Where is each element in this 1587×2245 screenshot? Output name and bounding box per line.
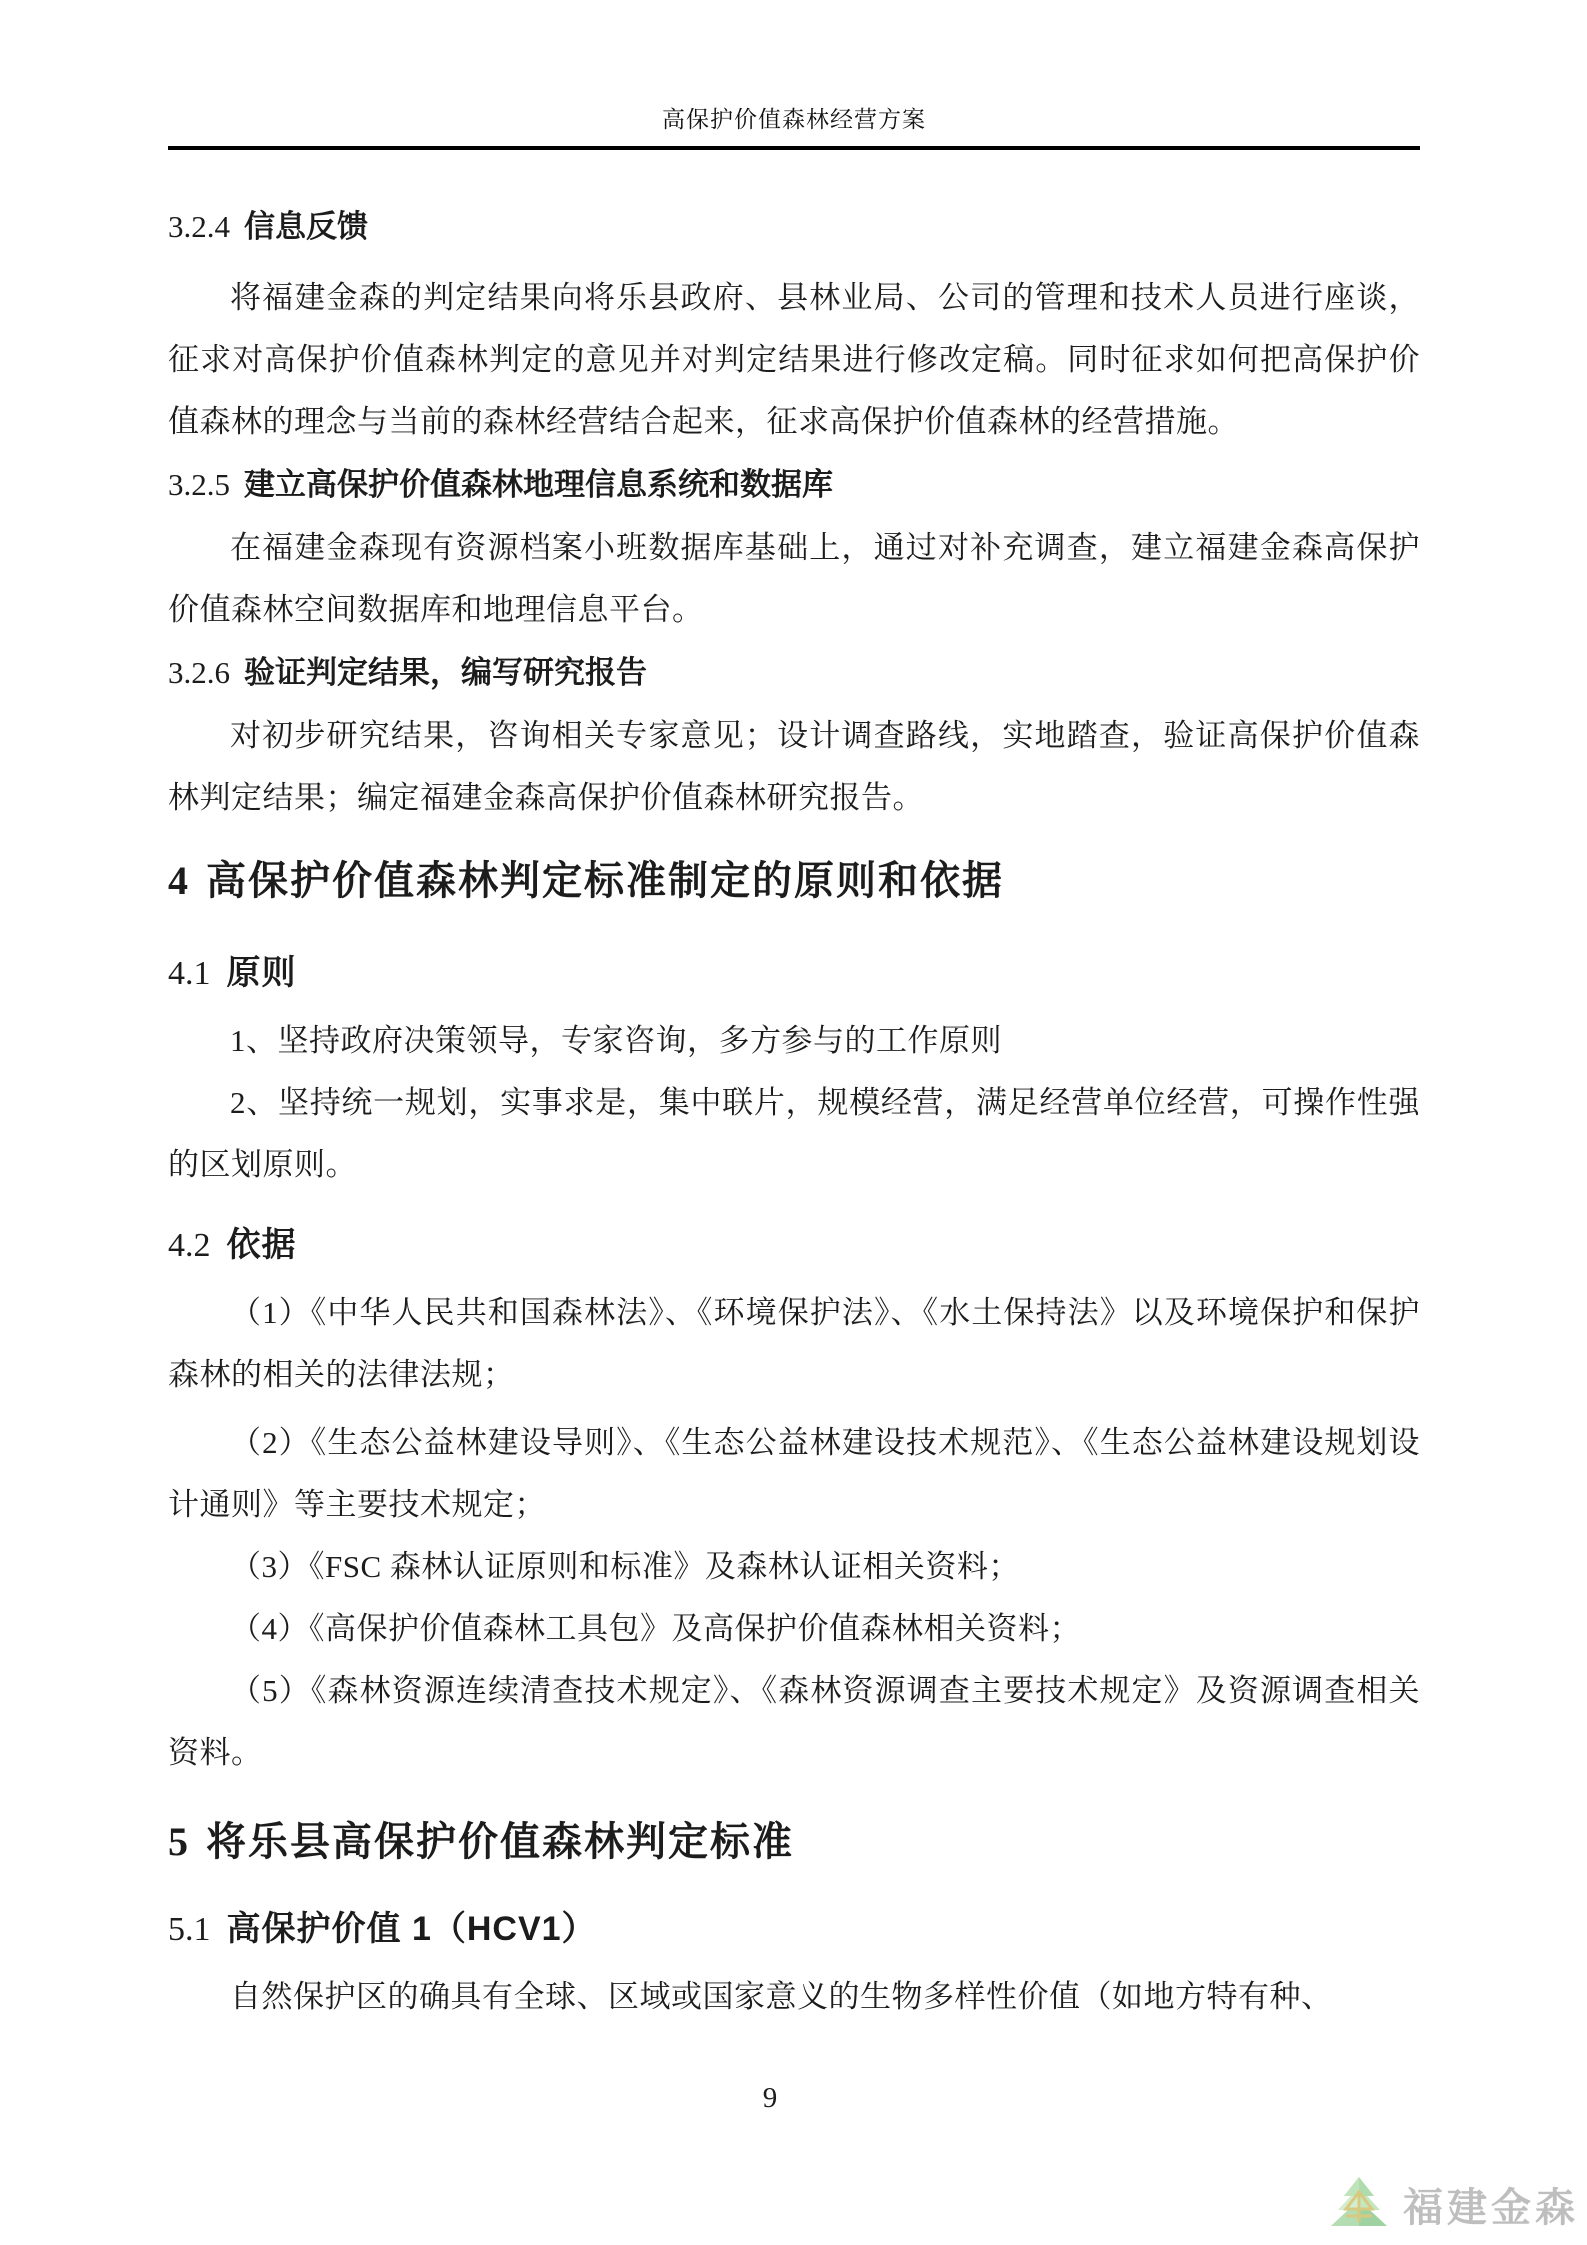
heading-text: 验证判定结果，编写研究报告 (244, 655, 647, 690)
basis-item-2: （2）《生态公益林建设导则》、《生态公益林建设技术规范》、《生态公益林建设规划设计通则》等主要技术规定； (168, 1425, 1420, 1522)
basis-item-5: （5）《森林资源连续清查技术规定》、《森林资源调查主要技术规定》及资源调查相关资料。 (168, 1673, 1420, 1770)
chapter-text: 将乐县高保护价值森林判定标准 (206, 1820, 794, 1864)
heading-number: 4.2 (168, 1227, 211, 1264)
chapter-number: 5 (168, 1819, 188, 1864)
paragraph-3-2-6: 对初步研究结果，咨询相关专家意见；设计调查路线，实地踏查，验证高保护价值森林判定结果；编定福建金森高保护价值森林研究报告。 (168, 718, 1420, 815)
chapter-number: 4 (168, 858, 188, 903)
heading-text: 原则 (226, 954, 297, 992)
page-number: 9 (762, 2082, 778, 2114)
heading-3-2-6 (168, 651, 1420, 695)
basis-item-4: （4）《高保护价值森林工具包》及高保护价值森林相关资料； (230, 1611, 1081, 1646)
company-logo (1329, 2176, 1579, 2233)
heading-3-2-5 (168, 463, 1420, 507)
principle-item-1: 1、坚持政府决策领导，专家咨询，多方参与的工作原则 (230, 1023, 1002, 1058)
paragraph-3-2-5: 在福建金森现有资源档案小班数据库基础上，通过对补充调查，建立福建金森高保护价值森林空间数据库和地理信息平台。 (168, 530, 1420, 627)
chapter-text: 高保护价值森林判定标准制定的原则和依据 (206, 859, 1004, 903)
chapter-5-heading (168, 1814, 1420, 1870)
heading-text: 依据 (226, 1226, 297, 1264)
running-header: 高保护价值森林经营方案 (662, 107, 926, 132)
page-content (168, 104, 1420, 2028)
heading-text: 高保护价值 1（HCV1） (226, 1910, 597, 1948)
heading-text: 建立高保护价值森林地理信息系统和数据库 (244, 467, 833, 502)
pine-tree-icon (1329, 2176, 1389, 2233)
heading-4-1 (168, 949, 1420, 998)
heading-4-2 (168, 1221, 1420, 1270)
paragraph-3-2-4: 将福建金森的判定结果向将乐县政府、县林业局、公司的管理和技术人员进行座谈，征求对高保护价值森林判定的意见并对判定结果进行修改定稿。同时征求如何把高保护价值森林的理念与当前的森林经营结合起来，征求高保护价值森林的经营措施。 (168, 280, 1420, 439)
heading-text: 信息反馈 (244, 209, 368, 244)
heading-3-2-4 (168, 205, 1420, 249)
heading-number: 5.1 (168, 1911, 211, 1948)
heading-number: 4.1 (168, 955, 211, 992)
paragraph-5-1: 自然保护区的确具有全球、区域或国家意义的生物多样性价值（如地方特有种、 (230, 1979, 1333, 2014)
heading-5-1 (168, 1905, 1420, 1954)
principle-item-2: 2、坚持统一规划，实事求是，集中联片，规模经营，满足经营单位经营，可操作性强的区划原则。 (168, 1085, 1420, 1182)
heading-number: 3.2.4 (168, 209, 230, 244)
heading-number: 3.2.5 (168, 467, 230, 502)
basis-item-1: （1）《中华人民共和国森林法》、《环境保护法》、《水土保持法》以及环境保护和保护森林的相关的法律法规； (168, 1295, 1420, 1392)
chapter-4-heading (168, 853, 1420, 909)
basis-item-3: （3）《FSC 森林认证原则和标准》及森林认证相关资料； (230, 1549, 1020, 1584)
company-logo-text: 福建金森 (1403, 2186, 1579, 2230)
heading-number: 3.2.6 (168, 655, 230, 690)
header-rule (168, 146, 1420, 150)
